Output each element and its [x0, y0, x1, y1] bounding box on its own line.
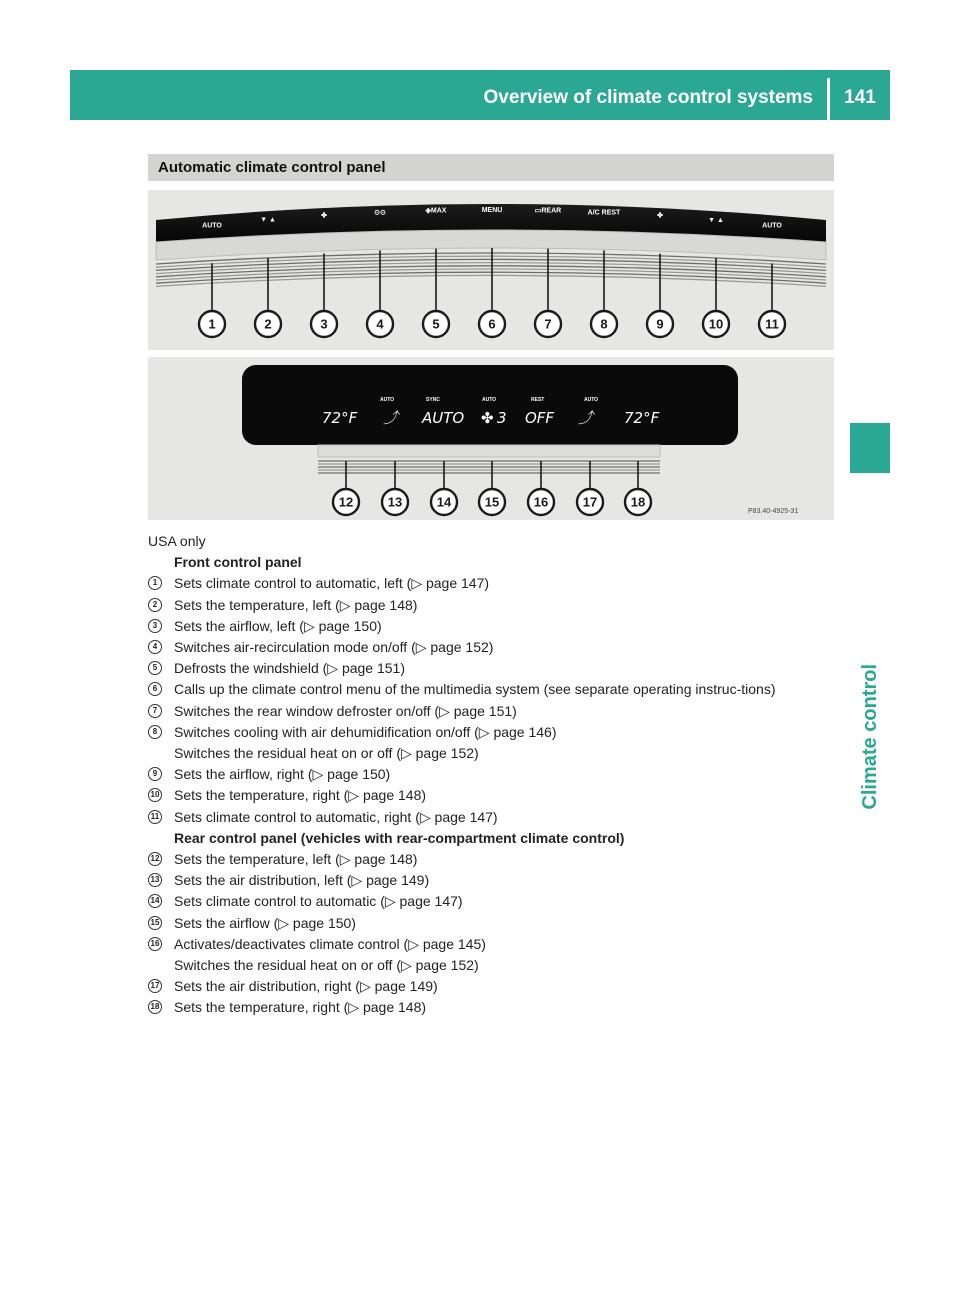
front-button-label: ▼ ▲	[708, 216, 724, 224]
disp-fan-level: 3	[497, 409, 507, 427]
list-item	[148, 997, 838, 1018]
callout-number: 4	[148, 640, 162, 654]
front-button-label: ▭REAR	[534, 207, 562, 215]
list-item	[148, 595, 838, 616]
list-item	[148, 722, 838, 743]
list-item	[148, 955, 838, 976]
rear-panel-figure	[148, 357, 834, 520]
callout-label: 8	[600, 316, 608, 332]
list-item	[148, 807, 838, 828]
callout-label: 4	[376, 316, 384, 332]
callout-label: 15	[484, 494, 500, 510]
callout-number: 5	[148, 661, 162, 675]
list-item	[148, 616, 838, 637]
callout-number: 1	[148, 576, 162, 590]
front-panel-figure	[148, 190, 834, 350]
page-header	[70, 70, 890, 120]
list-item	[148, 913, 838, 934]
disp-airflow-left-icon: ⤴	[383, 409, 399, 427]
list-item-text: Sets the air distribution, left (▷ page 149)	[174, 872, 430, 889]
chapter-title: Overview of climate control systems	[483, 87, 813, 108]
list-item	[148, 743, 838, 764]
list-item	[148, 934, 838, 955]
list-item-text: Sets the air distribution, right (▷ page 149)	[174, 978, 438, 995]
list-item	[148, 870, 838, 891]
disp-label-3: AUTO	[482, 397, 497, 403]
list-item-text: Defrosts the windshield (▷ page 151)	[174, 660, 405, 677]
callout-label: 6	[488, 316, 496, 332]
callout-label: 17	[582, 494, 598, 510]
list-item	[148, 764, 838, 785]
disp-right-temp: 72°F	[624, 409, 660, 427]
side-tab-label: Climate control	[859, 664, 881, 810]
callout-label: 10	[708, 316, 724, 332]
callout-number: 9	[148, 767, 162, 781]
callout-number: 6	[148, 682, 162, 696]
disp-status: OFF	[525, 409, 555, 427]
list-item-text: Switches the rear window defroster on/off (▷ page 151)	[174, 702, 517, 719]
list-item-text: Sets the airflow (▷ page 150)	[174, 914, 356, 931]
rear-panel-diagram	[148, 357, 834, 520]
list-item-text: Sets climate control to automatic, right (▷ page 147)	[174, 808, 498, 825]
disp-label-5: AUTO	[584, 397, 599, 403]
callout-label: 5	[432, 316, 440, 332]
callout-number: 18	[148, 1000, 162, 1014]
list-item-text: Sets the airflow, right (▷ page 150)	[174, 766, 391, 783]
rear-display	[242, 365, 738, 445]
callout-number: 2	[148, 598, 162, 612]
rear-panel-heading: Rear control panel (vehicles with rear-compartment climate control)	[174, 829, 625, 846]
callout-label: 1	[208, 316, 216, 332]
callout-number: 8	[148, 725, 162, 739]
list-item	[148, 785, 838, 806]
callout-number: 3	[148, 619, 162, 633]
disp-label-4: REST	[531, 397, 545, 403]
disp-fan-icon: ✤	[481, 409, 494, 427]
callout-number: 13	[148, 873, 162, 887]
section-title: Automatic climate control panel	[148, 154, 834, 181]
front-button-label: ▼ ▲	[260, 216, 276, 224]
front-button-label: ✤	[321, 212, 327, 220]
list-item-text: Switches air-recirculation mode on/off (▷ page 152)	[174, 639, 494, 656]
callout-label: 7	[544, 316, 552, 332]
front-button-label: AUTO	[762, 222, 782, 230]
callout-number: 12	[148, 852, 162, 866]
disp-auto: AUTO	[422, 409, 465, 427]
list-item-text: Sets the temperature, right (▷ page 148)	[174, 999, 427, 1016]
callout-number: 7	[148, 704, 162, 718]
front-button-label: ✤	[657, 212, 663, 220]
callout-label: 2	[264, 316, 272, 332]
list-item-text: Sets climate control to automatic, left (▷ page 147)	[174, 575, 490, 592]
list-item-text: Calls up the climate control menu of the multimedia system (see separate operating instruc-tions)	[174, 681, 776, 698]
callout-label: 3	[320, 316, 328, 332]
list-item-text: Switches the residual heat on or off (▷ page 152)	[174, 957, 479, 974]
list-item-text: Switches cooling with air dehumidification on/off (▷ page 146)	[174, 723, 557, 740]
list-item	[148, 976, 838, 997]
callout-number: 16	[148, 937, 162, 951]
front-panel-diagram	[148, 190, 834, 350]
side-tab-marker	[850, 423, 890, 473]
callout-label: 12	[338, 494, 354, 510]
list-intro: USA only	[148, 533, 206, 549]
list-item	[148, 658, 838, 679]
list-item	[148, 701, 838, 722]
front-button-label: A/C REST	[587, 209, 621, 217]
list-item	[148, 637, 838, 658]
callout-label: 13	[387, 494, 403, 510]
front-button-label: AUTO	[202, 222, 222, 230]
front-button-label: ⊙⊙	[374, 209, 386, 217]
list-item	[148, 573, 838, 594]
list-item-text: Sets the temperature, left (▷ page 148)	[174, 851, 418, 868]
list-item-text: Sets the airflow, left (▷ page 150)	[174, 617, 382, 634]
callout-label: 16	[533, 494, 549, 510]
list-item	[148, 679, 838, 700]
list-item-text: Activates/deactivates climate control (▷ page 145)	[174, 935, 486, 952]
list-item-text: Sets climate control to automatic (▷ page 147)	[174, 893, 463, 910]
callout-label: 18	[630, 494, 646, 510]
callout-number: 14	[148, 894, 162, 908]
callout-number: 11	[148, 810, 162, 824]
list-item	[148, 891, 838, 912]
disp-label-1: AUTO	[380, 397, 395, 403]
image-code: P83.40-4925-31	[748, 508, 799, 515]
callout-number: 17	[148, 979, 162, 993]
page-number: 141	[844, 87, 876, 108]
callout-number: 10	[148, 788, 162, 802]
disp-left-temp: 72°F	[322, 409, 358, 427]
list-item-text: Switches the residual heat on or off (▷ page 152)	[174, 745, 479, 762]
callout-label: 9	[656, 316, 664, 332]
list-item-text: Sets the temperature, right (▷ page 148)	[174, 787, 427, 804]
callout-number: 15	[148, 916, 162, 930]
list-item-text: Sets the temperature, left (▷ page 148)	[174, 596, 418, 613]
callout-label: 14	[436, 494, 452, 510]
callout-label: 11	[765, 316, 779, 332]
front-panel-heading: Front control panel	[174, 554, 302, 571]
legend-list	[148, 531, 838, 1019]
front-button-label: MENU	[481, 207, 503, 215]
disp-airflow-right-icon: ⤴	[578, 409, 594, 427]
list-item	[148, 849, 838, 870]
disp-label-2: SYNC	[426, 397, 440, 403]
front-button-label: ◈MAX	[425, 207, 447, 215]
